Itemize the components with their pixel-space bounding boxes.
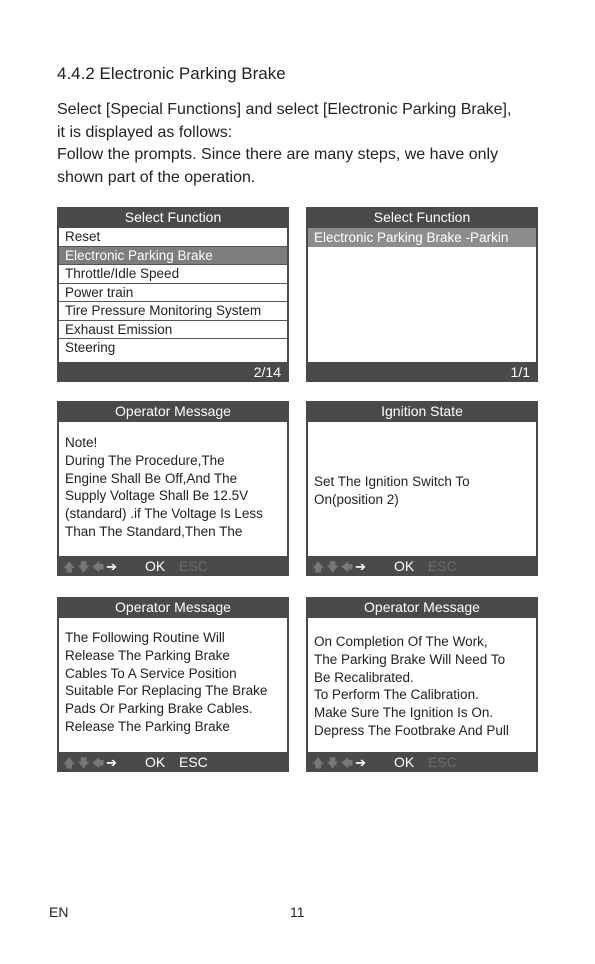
screen-footer — [306, 752, 538, 772]
intro-line: Select [Special Functions] and select [Electronic Parking Brake], — [57, 101, 512, 118]
arrow-left-icon[interactable]: 🡄 — [340, 756, 356, 770]
page-indicator: 1/1 — [510, 364, 530, 380]
screen-operator-message-release — [57, 597, 289, 772]
function-menu — [59, 228, 287, 362]
page-number: 11 — [290, 904, 305, 920]
message-line: To Perform The Calibration. — [314, 687, 479, 703]
message-line: Set The Ignition Switch To — [314, 474, 470, 489]
message-body — [308, 422, 536, 556]
message-line: On Completion Of The Work, — [314, 634, 488, 649]
ok-button[interactable]: OK — [145, 754, 166, 770]
message-line: Make Sure The Ignition Is On. — [314, 705, 494, 721]
arrow-up-icon[interactable]: 🡅 — [312, 560, 327, 574]
nav-arrows — [63, 556, 119, 577]
message-body — [59, 422, 287, 556]
menu-item-exhaust-emission[interactable]: Exhaust Emission — [59, 321, 287, 340]
screen-footer — [306, 556, 538, 576]
menu-item-electronic-parking-brake[interactable]: Electronic Parking Brake — [59, 247, 287, 266]
message-body — [59, 618, 287, 752]
esc-button[interactable]: ESC — [179, 558, 208, 574]
menu-item-steering[interactable]: Steering — [65, 340, 116, 355]
message-line: Note! — [65, 435, 98, 450]
nav-arrows — [63, 752, 119, 773]
message-line: Be Recalibrated. — [314, 669, 414, 685]
section-heading: 4.4.2 Electronic Parking Brake — [57, 64, 286, 83]
ok-button[interactable]: OK — [145, 558, 166, 574]
message-line: Pads Or Parking Brake Cables. — [65, 701, 253, 717]
menu-item-epb-parkin[interactable]: Electronic Parking Brake -Parkin — [308, 228, 536, 247]
arrow-left-icon[interactable]: 🡄 — [91, 756, 107, 770]
message-line: During The Procedure,The — [65, 452, 225, 468]
message-line: (standard) .if The Voltage Is Less — [65, 506, 263, 522]
menu-item-tire-pressure[interactable]: Tire Pressure Monitoring System — [59, 302, 287, 321]
screen-title: Select Function — [373, 209, 471, 225]
nav-arrows — [312, 556, 368, 577]
esc-button[interactable]: ESC — [428, 558, 457, 574]
screen-operator-message-calibration — [306, 597, 538, 772]
arrow-right-icon[interactable]: ➔ — [355, 559, 368, 574]
intro-line: it is displayed as follows: — [57, 123, 233, 141]
screen-footer — [57, 556, 289, 576]
arrow-up-icon[interactable]: 🡅 — [63, 756, 78, 770]
screen-title: Ignition State — [381, 403, 463, 419]
message-text — [314, 473, 534, 509]
screen-title: Operator Message — [364, 599, 480, 615]
screen-ignition-state — [306, 401, 538, 576]
message-line: Than The Standard,Then The — [65, 523, 243, 539]
message-line: Supply Voltage Shall Be 12.5V — [65, 488, 249, 504]
message-line: Cables To A Service Position — [65, 665, 237, 681]
message-text — [314, 633, 534, 740]
screen-footer — [57, 362, 289, 382]
language-label: EN — [49, 904, 69, 920]
arrow-down-icon[interactable]: 🡇 — [326, 756, 341, 770]
arrow-right-icon[interactable]: ➔ — [106, 755, 119, 770]
nav-arrows — [312, 752, 368, 773]
screen-title: Operator Message — [115, 403, 231, 419]
message-line: Depress The Footbrake And Pull — [314, 722, 509, 738]
arrow-up-icon[interactable]: 🡅 — [312, 756, 327, 770]
menu-item-reset[interactable]: Reset — [59, 228, 287, 247]
message-line: The Parking Brake Will Need To — [314, 651, 506, 667]
message-line: Release The Parking Brake — [65, 718, 230, 734]
arrow-up-icon[interactable]: 🡅 — [63, 560, 78, 574]
menu-item-throttle-idle-speed[interactable]: Throttle/Idle Speed — [59, 265, 287, 284]
message-line: Suitable For Replacing The Brake — [65, 683, 268, 699]
menu-item-power-train[interactable]: Power train — [59, 284, 287, 303]
screen-title: Operator Message — [115, 599, 231, 615]
intro-line: shown part of the operation. — [57, 168, 256, 186]
arrow-down-icon[interactable]: 🡇 — [326, 560, 341, 574]
ok-button[interactable]: OK — [394, 754, 415, 770]
message-body — [308, 618, 536, 752]
arrow-right-icon[interactable]: ➔ — [355, 755, 368, 770]
intro-line: Follow the prompts. Since there are many steps, we have only — [57, 146, 499, 163]
screen-select-function-epb — [306, 207, 538, 382]
message-text — [65, 629, 285, 736]
page-indicator: 2/14 — [253, 364, 281, 380]
message-line: On(position 2) — [314, 491, 399, 507]
arrow-left-icon[interactable]: 🡄 — [91, 560, 107, 574]
arrow-down-icon[interactable]: 🡇 — [77, 560, 92, 574]
screen-title: Select Function — [124, 209, 222, 225]
intro-text — [57, 99, 557, 189]
screen-footer — [57, 752, 289, 772]
message-line: Engine Shall Be Off,And The — [65, 470, 238, 486]
arrow-down-icon[interactable]: 🡇 — [77, 756, 92, 770]
function-menu — [308, 228, 536, 362]
message-line: The Following Routine Will — [65, 630, 225, 645]
screen-footer — [306, 362, 538, 382]
ok-button[interactable]: OK — [394, 558, 415, 574]
screen-operator-message-note — [57, 401, 289, 576]
screen-select-function-list — [57, 207, 289, 382]
esc-button[interactable]: ESC — [179, 754, 208, 770]
message-text — [65, 434, 285, 541]
esc-button[interactable]: ESC — [428, 754, 457, 770]
arrow-left-icon[interactable]: 🡄 — [340, 560, 356, 574]
message-line: Release The Parking Brake — [65, 647, 230, 663]
arrow-right-icon[interactable]: ➔ — [106, 559, 119, 574]
